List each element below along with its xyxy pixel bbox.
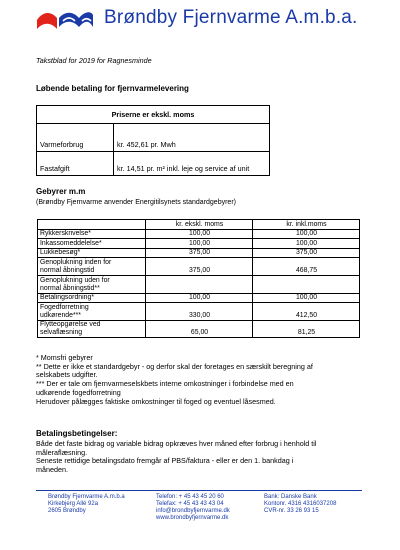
fee-excl-value: 100,00 (146, 229, 253, 239)
fee-incl-value: 412,50 (253, 303, 360, 321)
fee-table-row (38, 320, 360, 338)
fee-header-excl: kr. ekskl. moms (146, 220, 253, 230)
logo-blue-wave-icon (59, 12, 93, 27)
document-subtitle: Takstblad for 2019 for Ragnesminde (36, 56, 152, 65)
fee-label: Rykkerskrivelse* (38, 229, 146, 239)
payment-line: måleraflæsning. (36, 447, 88, 457)
fee-table-row (38, 275, 360, 293)
note-line: Herudover pålægges faktiske omkostninger til foged og eventuel låsesmed. (36, 396, 276, 406)
fee-table-header-row (38, 220, 360, 230)
company-logo (35, 9, 95, 31)
footer-bank-name: Bank: Danske Bank (264, 494, 317, 500)
note-line: udkørende fogedforretning (36, 387, 121, 397)
fee-table-row (38, 229, 360, 239)
price-table (36, 105, 270, 176)
note-line: * Momsfri gebyrer (36, 353, 93, 362)
price-table-header: Priserne er ekskl. moms (37, 106, 270, 124)
fee-table-row (38, 293, 360, 303)
fee-excl-value: 100,00 (146, 239, 253, 249)
fee-label: Genoplukning inden for normal åbningstid (38, 258, 146, 276)
price-label: Varmeforbrug (37, 124, 114, 152)
payment-line: måneden. (36, 465, 68, 475)
fee-table (37, 219, 360, 338)
fee-incl-value: 81,25 (253, 320, 360, 338)
fee-incl-value: 100,00 (253, 229, 360, 239)
footer-website-link[interactable]: www.brondbyfjernvarme.dk (156, 515, 229, 521)
company-name: Brøndby Fjernvarme A.m.b.a. (104, 7, 358, 28)
fee-incl-value (253, 275, 360, 293)
fee-table-row (38, 239, 360, 249)
footer-company: Brøndby Fjernvarme A.m.b.a (48, 494, 125, 500)
fee-label: Inkassomeddelelse* (38, 239, 146, 249)
footer-address (48, 494, 125, 515)
footer-street: Kirkebjerg Allé 92a (48, 501, 99, 507)
note-line: ** Dette er ikke et standardgebyr - og derfor skal der foretages en særskilt beregning af (36, 361, 313, 371)
price-value: kr. 452,61 pr. Mwh (114, 124, 270, 152)
fee-excl-value (146, 275, 253, 293)
fee-incl-value: 468,75 (253, 258, 360, 276)
footer-cvr: CVR-nr. 33 26 93 15 (264, 508, 319, 514)
footer-divider (36, 490, 362, 491)
footer-contact (156, 494, 230, 522)
payment-line: Både det faste bidrag og variable bidrag opkræves hver måned efter forbrug i henhold til (36, 439, 317, 448)
footer-bank (264, 494, 336, 515)
fee-excl-value: 65,00 (146, 320, 253, 338)
payment-terms-text (36, 440, 316, 475)
footer-account: Kontonr. 4316 4316037208 (264, 501, 337, 507)
note-line: selskabets udgifter. (36, 370, 98, 380)
fee-incl-value: 375,00 (253, 248, 360, 258)
footer-email-link[interactable]: info@brondbyfjernvarme.dk (156, 508, 230, 514)
fees-subtitle: (Brøndby Fjernvarme anvender Energitilsynets standardgebyrer) (36, 199, 236, 206)
fee-table-row (38, 303, 360, 321)
footer-city: 2605 Brøndby (48, 508, 86, 514)
logo-red-wave-icon (37, 13, 57, 29)
fee-incl-value: 100,00 (253, 239, 360, 249)
fee-header-blank (38, 220, 146, 230)
fee-notes (36, 354, 313, 406)
fee-excl-value: 100,00 (146, 293, 253, 303)
fee-table-row (38, 248, 360, 258)
section-title-fees: Gebyrer m.m (36, 187, 86, 196)
fee-excl-value: 375,00 (146, 248, 253, 258)
price-value: kr. 14,51 pr. m² inkl. leje og service af unit (114, 152, 270, 176)
note-line: *** Der er tale om fjernvarmeselskbets interne omkostninger i forbindelse med en (36, 379, 294, 389)
section-title-payment-terms: Betalingsbetingelser: (36, 429, 118, 438)
price-table-row (37, 124, 270, 152)
footer-fax: Telefax: + 45 43 43 43 04 (156, 501, 224, 507)
fee-excl-value: 330,00 (146, 303, 253, 321)
fee-label: Fogedforretning udkørende*** (38, 303, 146, 321)
fee-label: Flytteopgørelse ved selvaflæsning (38, 320, 146, 338)
price-label: Fastafgift (37, 152, 114, 176)
fee-label: Genoplukning uden for normal åbningstid** (38, 275, 146, 293)
fee-excl-value: 375,00 (146, 258, 253, 276)
section-title-payment: Løbende betaling for fjernvarmelevering (36, 84, 189, 93)
price-table-row (37, 152, 270, 176)
footer-phone: Telefon: + 45 43 45 20 60 (156, 494, 224, 500)
fee-header-incl: kr. inkl.moms (253, 220, 360, 230)
fee-label: Lukkebesøg* (38, 248, 146, 258)
price-table-header-row (37, 106, 270, 124)
fee-table-row (38, 258, 360, 276)
payment-line: Seneste rettidige betalingsdato fremgår af PBS/faktura - eller er den 1. bankdag i (36, 456, 294, 466)
fee-incl-value: 100,00 (253, 293, 360, 303)
fee-label: Betalingsordning* (38, 293, 146, 303)
